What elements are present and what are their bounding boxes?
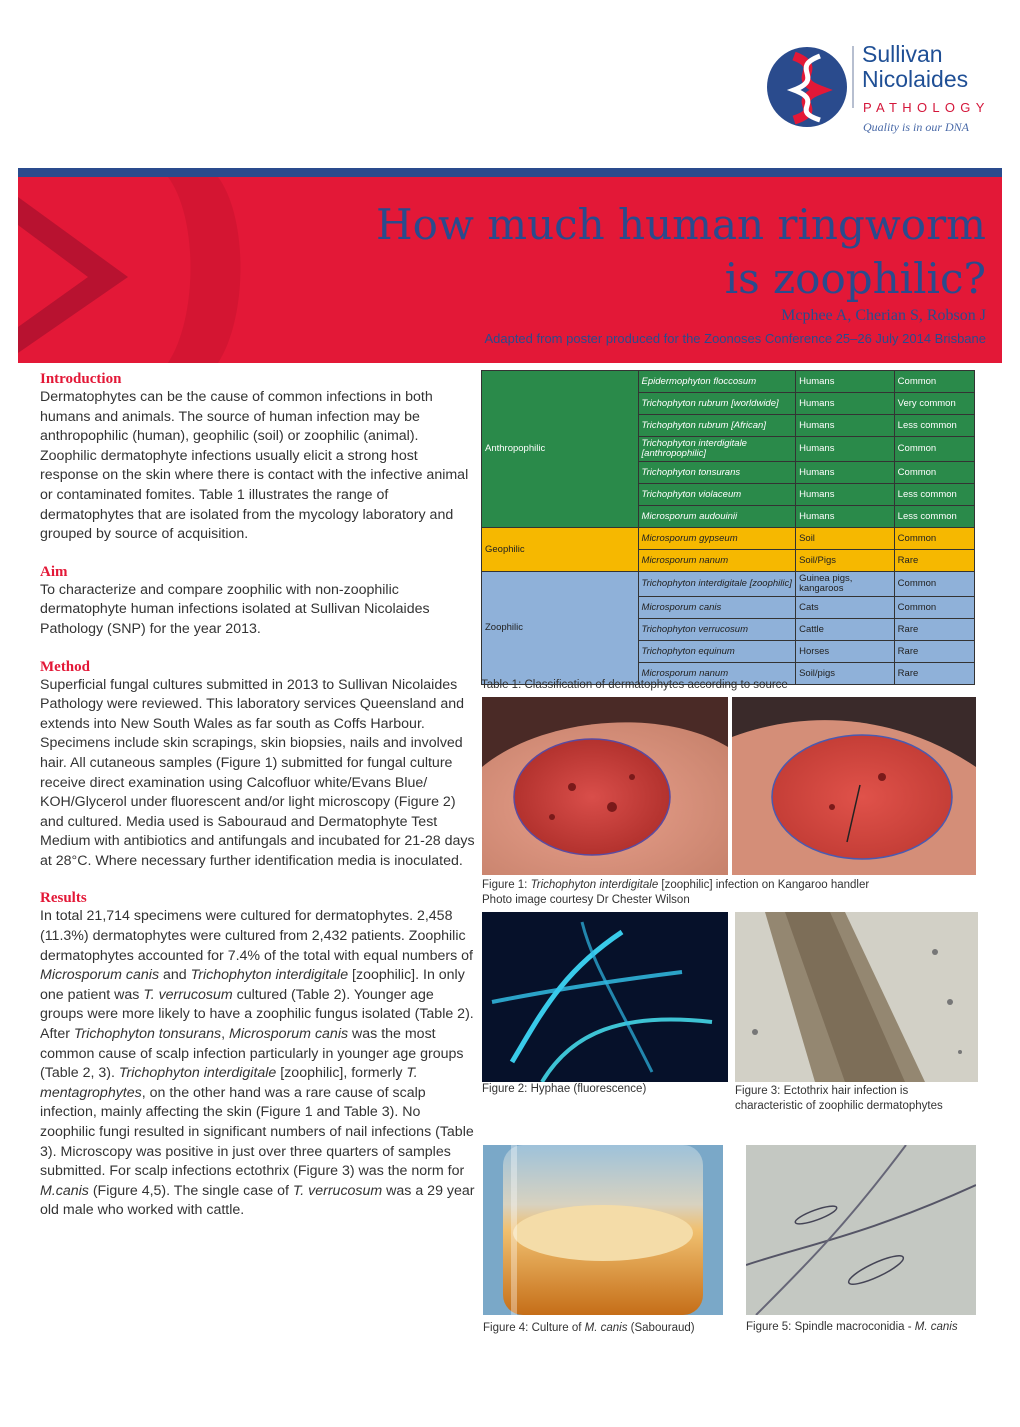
table-cell: Common [894, 462, 974, 484]
table-cell: Trichophyton interdigitale [anthropophilic] [638, 437, 796, 462]
table-cell: Common [894, 572, 974, 597]
table-cell: Soil/Pigs [796, 550, 895, 572]
table-cell: Rare [894, 619, 974, 641]
figure2-caption: Figure 2: Hyphae (fluorescence) [482, 1083, 647, 1095]
table-cell: Cats [796, 597, 895, 619]
group-anthropophilic: Anthropophilic [482, 371, 639, 528]
intro-text: Dermatophytes can be the cause of common infections in both humans and animals. The source of human infection may be anthropophilic (human), geophilic (soil) or zoophilic (animal). Zoophilic dermatophyte infections usually elicit a strong host response on the skin where there is contact with the infective animal or contaminated fomites. Table 1 illustrates the range of dermatophytes that are isolated from the mycology laboratory and grouped by source of acquisition. [40, 389, 469, 543]
brand-tagline: Quality is in our DNA [863, 120, 970, 134]
figure1b-photo [732, 697, 976, 875]
table-cell: Trichophyton interdigitale [zoophilic] [638, 572, 796, 597]
table-cell: Less common [894, 484, 974, 506]
figure5-caption: Figure 5: Spindle macroconidia - M. canis [746, 1321, 958, 1333]
brand-sub: PATHOLOGY [863, 100, 990, 115]
table-cell: Microsporum nanum [638, 550, 796, 572]
method-heading: Method [40, 658, 90, 675]
table-cell: Very common [894, 393, 974, 415]
table-cell: Humans [796, 462, 895, 484]
table-cell: Trichophyton rubrum [African] [638, 415, 796, 437]
adapted-note: Adapted from poster produced for the Zoonoses Conference 25–26 July 2014 Brisbane [484, 331, 986, 346]
table-cell: Less common [894, 415, 974, 437]
figure5-photo [746, 1145, 976, 1315]
table-cell: Trichophyton violaceum [638, 484, 796, 506]
brand-name [862, 42, 968, 92]
table-cell: Common [894, 597, 974, 619]
table-cell: Humans [796, 437, 895, 462]
table1-caption: Table 1: Classification of dermatophytes according to source [481, 679, 788, 691]
method-text: Superficial fungal cultures submitted in 2013 to Sullivan Nicolaides Pathology were reviewed. This laboratory services Queensland and extends into New South Wales as far south as Coffs Harbour. Specimens include skin scrapings, skin biopsies, nails and involved hair. All cutaneous samples (Figure 1) submitted for fungal culture receive direct examination using Calcofluor white/Evans Blue/ KOH/Glycerol under fluorescent and/or light microscopy (Figure 2) and cultured. Media used is Sabouraud and Dermatophyte Test Medium with antibiotics and antifungals and incubated for 21-28 days at 28°C. Where necessary further identification media is inoculated. [40, 676, 475, 869]
table-cell: Rare [894, 641, 974, 663]
intro-heading: Introduction [40, 371, 122, 387]
figure4-photo [483, 1145, 723, 1315]
table-cell: Microsporum audouinii [638, 506, 796, 528]
table-cell: Soil [796, 528, 895, 550]
figure2-photo [482, 912, 728, 1082]
table-cell: Guinea pigs, kangaroos [796, 572, 895, 597]
brand-name-line2: Nicolaides [862, 66, 969, 92]
figure1a-photo [482, 697, 728, 875]
table-cell: Soil/pigs [796, 663, 895, 685]
table-cell: Humans [796, 506, 895, 528]
figure4-caption: Figure 4: Culture of M. canis (Sabouraud) [483, 1322, 695, 1334]
group-geophilic: Geophilic [482, 528, 639, 572]
table-row [482, 572, 975, 597]
brand-name-line1: Sullivan [862, 41, 943, 67]
left-column [40, 370, 478, 1221]
table-cell: Trichophyton tonsurans [638, 462, 796, 484]
figure3-photo [735, 912, 978, 1082]
table-cell: Common [894, 371, 974, 393]
table-cell: Trichophyton equinum [638, 641, 796, 663]
banner-stripe [18, 168, 1002, 177]
logo-separator [852, 46, 854, 108]
table-cell: Epidermophyton floccosum [638, 371, 796, 393]
table-cell: Trichophyton rubrum [worldwide] [638, 393, 796, 415]
table-cell: Less common [894, 506, 974, 528]
table-cell: Microsporum canis [638, 597, 796, 619]
logo-mark [766, 46, 848, 128]
figure1-caption: Figure 1: Trichophyton interdigitale [zoophilic] infection on Kangaroo handler Photo image courtesy Dr Chester Wilson [482, 879, 870, 906]
table-row [482, 528, 975, 550]
table-cell: Humans [796, 371, 895, 393]
table-cell: Humans [796, 415, 895, 437]
group-zoophilic: Zoophilic [482, 572, 639, 685]
figure3-caption: Figure 3: Ectothrix hair infection is characteristic of zoophilic dermatophytes [735, 1085, 943, 1112]
table-cell: Common [894, 528, 974, 550]
aim-text: To characterize and compare zoophilic with non-zoophilic dermatophyte human infections isolated at Sullivan Nicolaides Pathology (SNP) for the year 2013. [40, 581, 430, 637]
table-cell: Common [894, 437, 974, 462]
authors: Mcphee A, Cherian S, Robson J [781, 307, 986, 324]
table-cell: Rare [894, 663, 974, 685]
table-cell: Cattle [796, 619, 895, 641]
table-cell: Humans [796, 484, 895, 506]
table-cell: Humans [796, 393, 895, 415]
page-title-line2: is zoophilic? [724, 254, 986, 303]
table-cell: Rare [894, 550, 974, 572]
table-cell: Trichophyton verrucosum [638, 619, 796, 641]
table-cell: Horses [796, 641, 895, 663]
results-heading: Results [40, 890, 87, 907]
table-cell: Microsporum nanum [638, 663, 796, 685]
dermatophyte-table [481, 370, 975, 685]
table-cell: Microsporum gypseum [638, 528, 796, 550]
results-text: In total 21,714 specimens were cultured for dermatophytes. 2,458 (11.3%) dermatophytes were cultured from 2,432 patients. Zoophilic dermatophytes accounted for 7.4% of the total with equal numbers of Microsporum canis and Trichophyton interdigitale [zoophilic]. In only one patient was T. verrucosum cultured (Table 2). Younger age groups were more likely to have a zoophilic fungus isolated (Table 2). After Trichophyton tonsurans, Microsporum canis was the most common cause of scalp infection particularly in younger age groups (Table 2, 3). Trichophyton interdigitale [zoophilic], formerly T. mentagrophytes, on the other hand was a rare cause of scalp infection, mainly affecting the skin (Figure 1 and Table 3). No zoophilic fungi resulted in significant numbers of nail infections (Table 3). Microscopy was positive in just over three quarters of samples submitted. For scalp infections ectothrix (Figure 3) was the norm for M.canis (Figure 4,5). The single case of T. verrucosum was a 29 year old male who worked with cattle. [40, 908, 475, 1219]
page-title-line1: How much human ringworm [376, 200, 986, 249]
table-row [482, 371, 975, 393]
aim-heading: Aim [40, 563, 68, 580]
figure1-credit: Photo image courtesy Dr Chester Wilson [482, 894, 690, 906]
